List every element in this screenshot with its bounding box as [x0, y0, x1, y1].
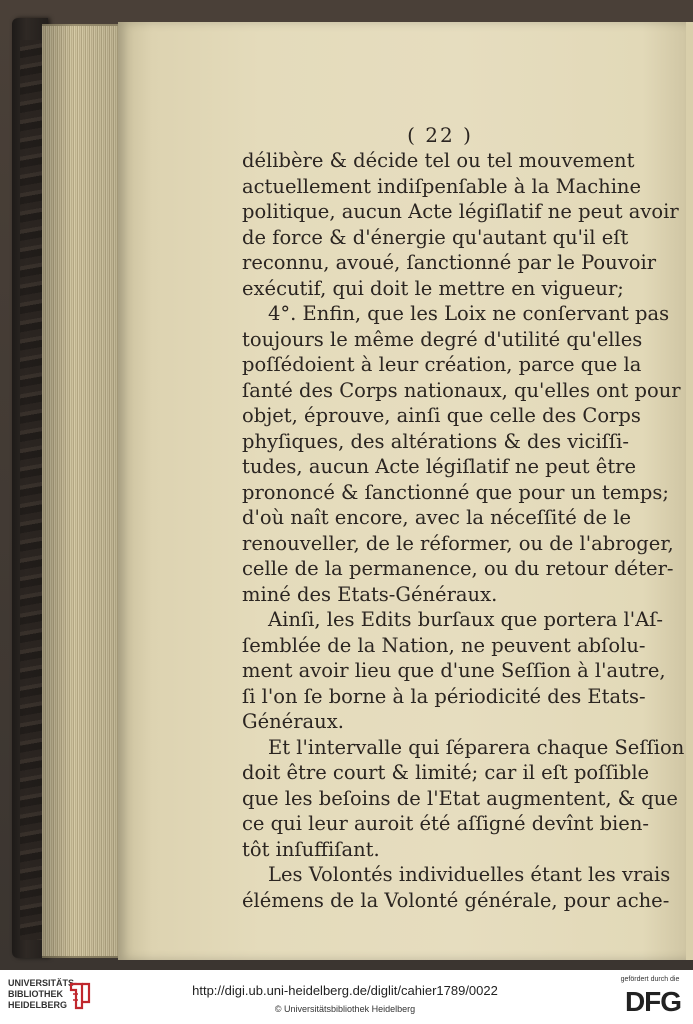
text-line: celle de la permanence, ou du retour déter-	[242, 557, 674, 580]
text-line: de force & d'énergie qu'autant qu'il eſt	[242, 225, 629, 249]
library-emblem-icon	[68, 980, 92, 1012]
text-line: tôt inſuffiſant.	[242, 837, 380, 861]
text-line: Les Volontés individuelles étant les vrais	[268, 863, 671, 886]
text-line: délibère & décide tel ou tel mouvement	[242, 149, 635, 172]
text-line: toujours le même degré d'utilité qu'elles	[242, 327, 643, 351]
dfg-logo[interactable]: DFG	[624, 986, 682, 1017]
text-line: ſi l'on ſe borne à la périodicité des Etats-	[242, 684, 646, 708]
cover-marbling	[20, 40, 42, 940]
text-line: prononcé & ſanctionné que pour un temps;	[242, 480, 669, 504]
page-number: ( 22 )	[407, 123, 473, 147]
text-line: ſanté des Corps nationaux, qu'elles ont pour	[242, 378, 681, 402]
library-name-line: HEIDELBERG	[8, 1000, 68, 1010]
text-line: actuellement indiſpenſable à la Machine	[242, 174, 642, 198]
text-line: renouveller, de le réformer, ou de l'abroger,	[242, 531, 674, 555]
text-line: miné des Etats-Généraux.	[242, 582, 498, 606]
text-line: politique, aucun Acte légiſlatif ne peut avoir	[242, 200, 679, 223]
sponsor-caption: gefördert durch die	[620, 976, 680, 983]
copyright-notice	[200, 1004, 490, 1014]
text-line: Généraux.	[242, 710, 344, 733]
page-text	[242, 122, 685, 913]
text-line: ſemblée de la Nation, ne peuvent abſolu-	[242, 633, 646, 657]
library-name-line: BIBLIOTHEK	[8, 989, 63, 999]
text-line: d'où naît encore, avec la néceſſité de le	[242, 506, 631, 529]
text-line: objet, éprouve, ainſi que celle des Corps	[242, 404, 641, 427]
text-line: tudes, aucun Acte légiſlatif ne peut être	[242, 455, 637, 478]
page-stack-shadow	[42, 24, 122, 958]
text-line: doit être court & limité; car il eſt poſſible	[242, 761, 650, 784]
text-line: que les beſoins de l'Etat augmentent, & que	[242, 786, 678, 810]
copyright-text: Universitätsbibliothek Heidelberg	[284, 1004, 416, 1014]
text-line: ment avoir lieu que d'une Seſſion à l'autre,	[242, 659, 666, 682]
page-right-edge	[686, 22, 693, 960]
text-line: reconnu, avoué, ſanctionné par le Pouvoir	[242, 251, 657, 274]
library-name-line: UNIVERSITÄTS-	[8, 978, 78, 988]
text-line: élémens de la Volonté générale, pour ache-	[242, 888, 670, 912]
text-line: 4°. Enfin, que les Loix ne conſervant pas	[268, 302, 670, 325]
text-line: Et l'intervalle qui ſéparera chaque Seſſion	[268, 735, 685, 759]
text-line: exécutif, qui doit le mettre en vigueur;	[242, 276, 624, 300]
text-line: poſſédoient à leur création, parce que la	[242, 353, 642, 376]
copyright-icon: ©	[274, 1004, 282, 1014]
permalink-url[interactable]: http://digi.ub.uni-heidelberg.de/diglit/cahier1789/0022	[192, 983, 498, 998]
text-line: phyſiques, des altérations & des viciſſi-	[242, 429, 629, 453]
text-line: ce qui leur auroit été aſſigné devînt bien-	[242, 812, 649, 835]
text-line: Ainſi, les Edits burſaux que portera l'Aſ-	[268, 608, 663, 631]
